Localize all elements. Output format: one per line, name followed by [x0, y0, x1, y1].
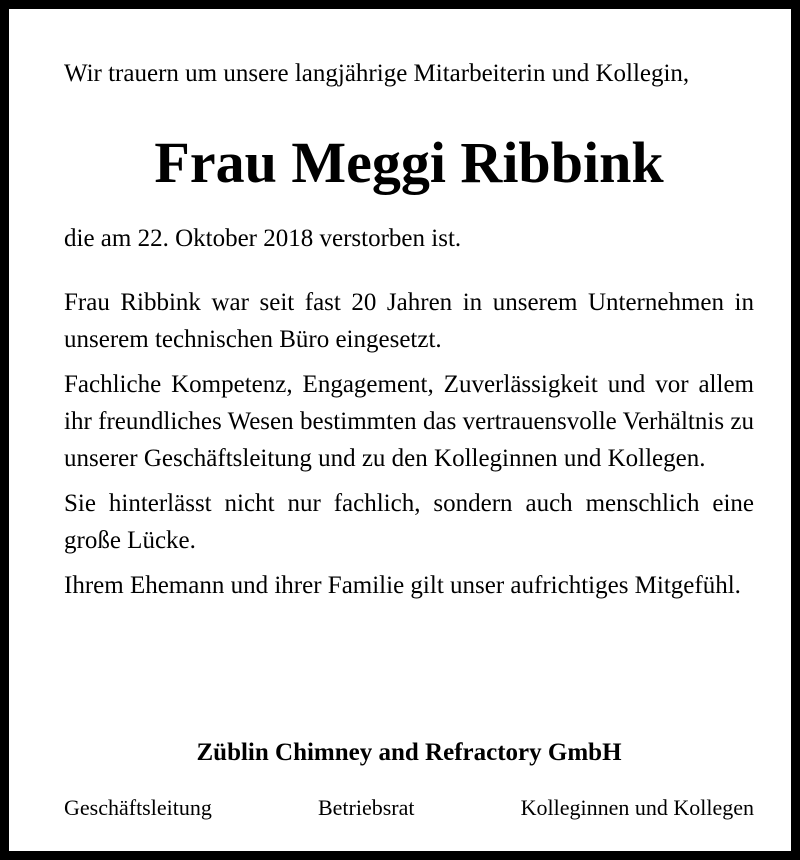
- paragraph-condolence: Ihrem Ehemann und ihrer Familie gilt unser aufrichtiges Mitgefühl.: [64, 572, 741, 599]
- body-paragraphs: [64, 284, 754, 612]
- intro-line: Wir trauern um unsere langjährige Mitarbeiterin und Kollegin,: [64, 60, 690, 87]
- date-of-death-line: die am 22. Oktober 2018 verstorben ist.: [64, 225, 462, 252]
- paragraph-loss: Sie hinterlässt nicht nur fachlich, sondern auch menschlich eine große Lücke.: [64, 490, 754, 554]
- signature-works-council: Betriebsrat: [317, 795, 415, 820]
- signature-row: [64, 793, 754, 823]
- paragraph-tenure: Frau Ribbink war seit fast 20 Jahren in unserem Unternehmen in unserem technischen Büro eingesetzt.: [64, 289, 754, 353]
- signature-management: Geschäftsleitung: [64, 795, 212, 820]
- signature-colleagues: Kolleginnen und Kollegen: [520, 795, 754, 820]
- paragraph-qualities: Fachliche Kompetenz, Engagement, Zuverlässigkeit und vor allem ihr freundliches Wesen bestimmten das vertrauensvolle Verhältnis zu unserer Geschäftsleitung und zu den Kolleginnen und Kollegen.: [64, 371, 754, 472]
- company-name: Züblin Chimney and Refractory GmbH: [196, 739, 622, 766]
- deceased-name: Frau Meggi Ribbink: [154, 130, 664, 195]
